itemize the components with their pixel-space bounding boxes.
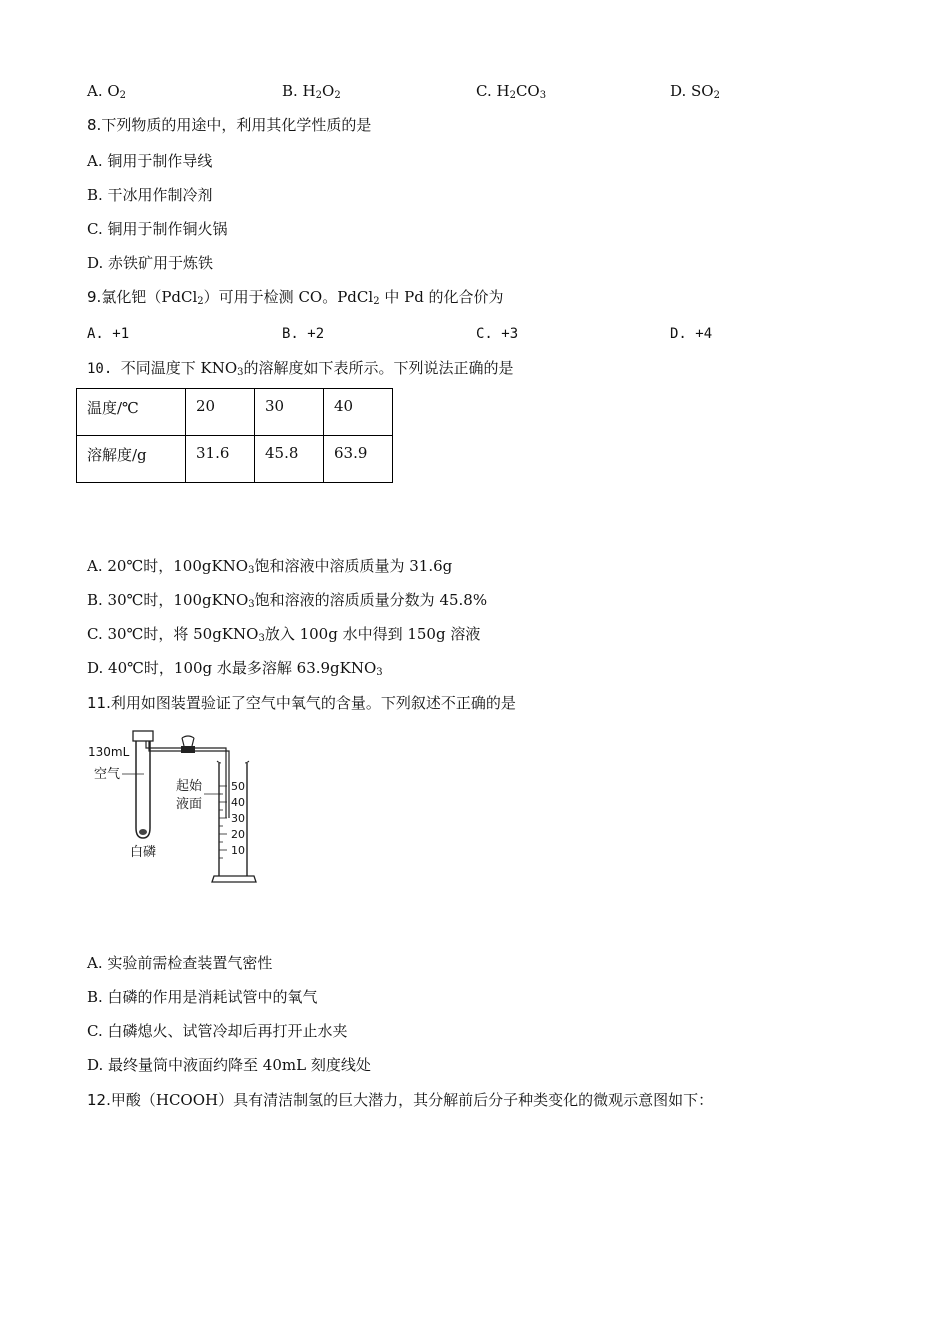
q10-option-d: D. 40℃时，100g 水最多溶解 63.9gKNO$_3$ [87, 659, 383, 678]
table-cell: 45.8 [255, 436, 324, 483]
q8-option-d: D. 赤铁矿用于炼铁 [87, 254, 214, 272]
q9-option-b: B. +2 [282, 326, 325, 342]
q11-option-b: B. 白磷的作用是消耗试管中的氧气 [87, 988, 318, 1006]
scale-label: 50 [231, 780, 245, 793]
tube-stopper [133, 731, 153, 741]
q7-option-a: A. $O_2$ [87, 82, 127, 101]
q11-option-c: C. 白磷熄火、试管冷却后再打开止水夹 [87, 1022, 348, 1040]
q8-stem: 8.下列物质的用途中，利用其化学性质的是 [87, 116, 372, 134]
table-cell: 温度/℃ [77, 389, 186, 436]
q12-stem: 12.甲酸（HCOOH）具有清洁制氢的巨大潜力，其分解前后分子种类变化的微观示意图如下： [87, 1091, 714, 1109]
start-level-label: 起始 [176, 779, 203, 794]
q9-option-a: A. +1 [87, 326, 130, 342]
q8-option-a: A. 铜用于制作导线 [87, 152, 213, 170]
volume-label: 130mL [88, 745, 130, 759]
air-label: 空气 [94, 767, 121, 782]
q7-option-b: B. $H_2O_2$ [282, 82, 341, 101]
phosphorus-label: 白磷 [130, 845, 157, 860]
table-row [77, 436, 393, 483]
q10-option-c: C. 30℃时，将 50gKNO$_3$放入 100g 水中得到 150g 溶液 [87, 625, 481, 644]
table-cell: 溶解度/g [77, 436, 186, 483]
table-cell: 30 [255, 389, 324, 436]
q9-stem: 9.氯化钯（PdCl$_2$）可用于检测 CO。PdCl$_2$ 中 Pd 的化合价为 [87, 288, 504, 307]
q10-option-b: B. 30℃时，100gKNO$_3$饱和溶液的溶质质量分数为 45.8% [87, 591, 488, 610]
table-cell: 20 [186, 389, 255, 436]
q11-option-d: D. 最终量筒中液面约降至 40mL 刻度线处 [87, 1056, 371, 1074]
q8-option-b: B. 干冰用作制冷剂 [87, 186, 213, 204]
scale-label: 40 [231, 796, 245, 809]
clamp [181, 746, 195, 753]
q9-option-c: C. +3 [476, 326, 519, 342]
scale-label: 10 [231, 844, 245, 857]
start-level-label: 液面 [176, 797, 203, 812]
table-row [77, 389, 393, 436]
q8-option-c: C. 铜用于制作铜火锅 [87, 220, 228, 238]
q11-stem: 11.利用如图装置验证了空气中氧气的含量。下列叙述不正确的是 [87, 694, 516, 712]
q10-option-a: A. 20℃时，100gKNO$_3$饱和溶液中溶质质量为 31.6g [87, 557, 453, 576]
q11-option-a: A. 实验前需检查装置气密性 [87, 954, 273, 972]
test-tube [136, 736, 150, 838]
scale-label: 30 [231, 812, 245, 825]
solubility-table [76, 388, 393, 483]
table-cell: 40 [324, 389, 393, 436]
q10-stem: 10. 不同温度下 $KNO_3$的溶解度如下表所示。下列说法正确的是 [87, 359, 514, 378]
q9-option-d: D. +4 [670, 326, 713, 342]
phosphorus [139, 829, 147, 835]
q7-option-c: C. $H_2CO_3$ [476, 82, 547, 101]
table-cell: 31.6 [186, 436, 255, 483]
scale-label: 20 [231, 828, 245, 841]
q7-option-d: D. $SO_2$ [670, 82, 720, 101]
oxygen-apparatus-figure [86, 728, 266, 888]
table-cell: 63.9 [324, 436, 393, 483]
